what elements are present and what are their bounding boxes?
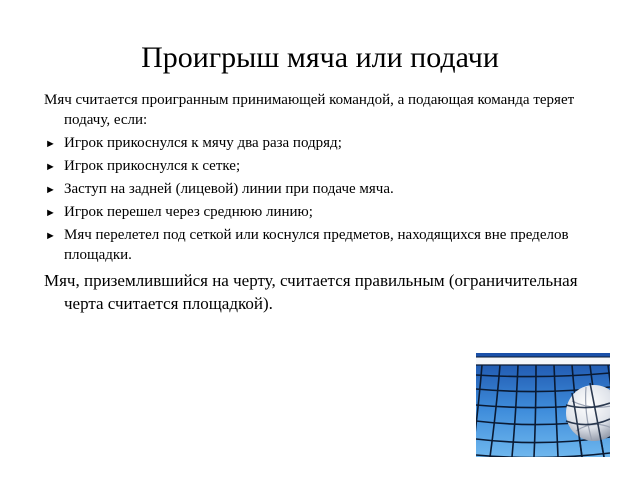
list-item (44, 225, 604, 265)
bullet-arrow-icon: ► (45, 161, 56, 173)
bullet-arrow-icon: ► (45, 138, 56, 150)
list-item-text: Мяч перелетел под сеткой или коснулся предметов, находящихся вне пределов площадки. (64, 227, 569, 263)
volleyball-net-photo-icon (476, 353, 610, 457)
volleyball-net-image (476, 353, 610, 457)
outro-text: Мяч, приземлившийся на черту, считается правильным (ограничительная черта считается площадкой). (44, 271, 578, 313)
list-item-text: Игрок прикоснулся к сетке; (64, 158, 241, 174)
list-item-text: Заступ на задней (лицевой) линии при подаче мяча. (64, 181, 394, 197)
rules-list (44, 133, 604, 265)
bullet-arrow-icon: ► (45, 184, 56, 196)
slide-content (44, 90, 604, 315)
intro-text: Мяч считается проигранным принимающей командой, а подающая команда теряет подачу, если: (44, 92, 575, 128)
bullet-arrow-icon: ► (45, 207, 56, 219)
list-item (44, 156, 604, 176)
bullet-arrow-icon: ► (45, 230, 56, 242)
list-item-text: Игрок перешел через среднюю линию; (64, 204, 313, 220)
list-item-text: Игрок прикоснулся к мячу два раза подряд; (64, 135, 342, 151)
list-item (44, 133, 604, 153)
list-item (44, 202, 604, 222)
slide-title: Проигрыш мяча или подачи (141, 41, 499, 74)
list-item (44, 179, 604, 199)
